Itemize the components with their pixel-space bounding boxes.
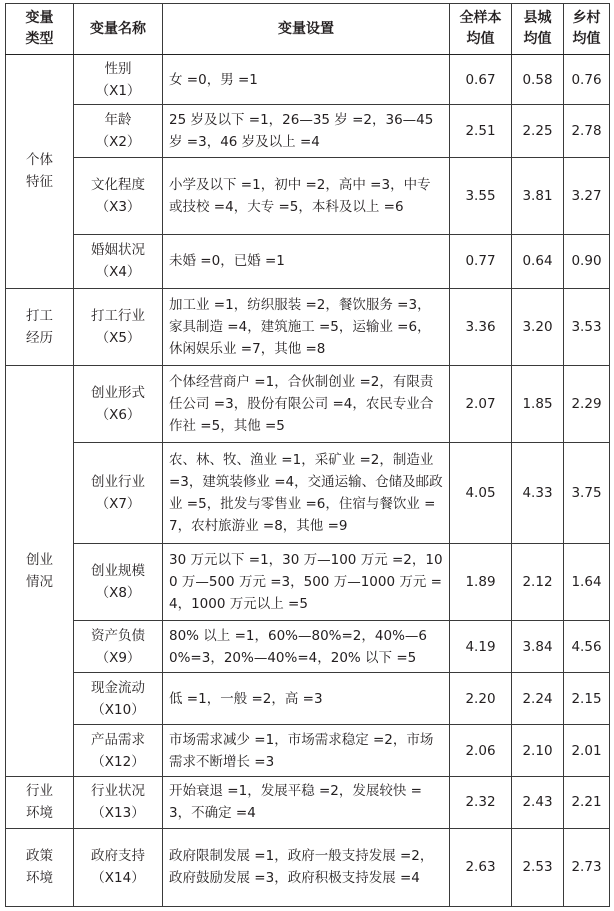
mean-county-cell: 0.64 [512,235,564,288]
mean-all-cell: 2.63 [450,828,512,906]
category-cell: 行业 环境 [6,776,74,828]
mean-rural-cell: 0.76 [564,55,610,105]
variable-name-cell: 资产负债 （X9） [74,621,163,673]
variable-name-cell: 创业行业 （X7） [74,442,163,543]
header-all-mean: 全样本 均值 [450,4,512,55]
mean-rural-cell: 2.21 [564,776,610,828]
variable-setting-cell: 农、林、牧、渔业 =1，采矿业 =2，制造业 =3，建筑装修业 =4，交通运输、仓储及邮政业 =5，批发与零售业 =6，住宿与餐饮业 =7，农村旅游业 =8，其他 =9 [163,442,450,543]
variable-name-cell: 文化程度 （X3） [74,158,163,235]
mean-all-cell: 1.89 [450,544,512,621]
table-row [6,55,610,105]
category-cell: 创业 情况 [6,365,74,776]
variable-setting-cell: 市场需求减少 =1，市场需求稳定 =2，市场需求不断增长 =3 [163,725,450,776]
mean-rural-cell: 2.15 [564,673,610,725]
variable-name-cell: 创业规模 （X8） [74,544,163,621]
variable-name-cell: 年龄 （X2） [74,105,163,158]
table-row [6,105,610,158]
mean-county-cell: 2.24 [512,673,564,725]
variable-setting-cell: 开始衰退 =1，发展平稳 =2，发展较快 =3，不确定 =4 [163,776,450,828]
table-row [6,544,610,621]
variable-setting-cell: 个体经营商户 =1，合伙制创业 =2，有限责任公司 =3，股份有限公司 =4，农民专业合作社 =5，其他 =5 [163,365,450,442]
header-category: 变量 类型 [6,4,74,55]
mean-all-cell: 4.19 [450,621,512,673]
table-row [6,288,610,365]
mean-rural-cell: 0.90 [564,235,610,288]
header-row [6,4,610,55]
mean-county-cell: 3.20 [512,288,564,365]
variable-name-cell: 现金流动 （X10） [74,673,163,725]
mean-rural-cell: 3.53 [564,288,610,365]
mean-all-cell: 2.07 [450,365,512,442]
mean-rural-cell: 2.78 [564,105,610,158]
variable-name-cell: 产品需求 （X12） [74,725,163,776]
category-cell: 打工 经历 [6,288,74,365]
header-name: 变量名称 [74,4,163,55]
header-setting: 变量设置 [163,4,450,55]
category-cell: 政策 环境 [6,828,74,906]
variable-setting-cell: 25 岁及以下 =1，26—35 岁 =2，36—45 岁 =3，46 岁及以上 =4 [163,105,450,158]
variable-setting-cell: 低 =1，一般 =2，高 =3 [163,673,450,725]
mean-rural-cell: 3.75 [564,442,610,543]
mean-rural-cell: 3.27 [564,158,610,235]
variable-setting-cell: 30 万元以下 =1，30 万—100 万元 =2，100 万—500 万元 =3，500 万—1000 万元 =4，1000 万元以上 =5 [163,544,450,621]
mean-rural-cell: 1.64 [564,544,610,621]
table-row [6,442,610,543]
table-row [6,828,610,906]
mean-county-cell: 2.12 [512,544,564,621]
header-county-mean: 县城 均值 [512,4,564,55]
table-row [6,776,610,828]
mean-county-cell: 2.43 [512,776,564,828]
table-row [6,235,610,288]
variable-name-cell: 性别 （X1） [74,55,163,105]
mean-county-cell: 2.25 [512,105,564,158]
mean-all-cell: 0.77 [450,235,512,288]
mean-rural-cell: 4.56 [564,621,610,673]
mean-county-cell: 4.33 [512,442,564,543]
mean-all-cell: 3.55 [450,158,512,235]
mean-all-cell: 2.51 [450,105,512,158]
table-row [6,621,610,673]
variable-setting-cell: 80% 以上 =1，60%—80%=2，40%—60%=3，20%—40%=4，20% 以下 =5 [163,621,450,673]
variable-name-cell: 行业状况 （X13） [74,776,163,828]
category-cell: 个体 特征 [6,55,74,289]
mean-county-cell: 2.53 [512,828,564,906]
variable-name-cell: 政府支持 （X14） [74,828,163,906]
variable-setting-cell: 女 =0，男 =1 [163,55,450,105]
mean-rural-cell: 2.73 [564,828,610,906]
mean-rural-cell: 2.29 [564,365,610,442]
mean-county-cell: 0.58 [512,55,564,105]
variable-name-cell: 打工行业 （X5） [74,288,163,365]
variables-table [5,3,610,907]
table-row [6,725,610,776]
mean-all-cell: 0.67 [450,55,512,105]
variable-setting-cell: 未婚 =0，已婚 =1 [163,235,450,288]
mean-county-cell: 3.81 [512,158,564,235]
mean-all-cell: 3.36 [450,288,512,365]
mean-all-cell: 4.05 [450,442,512,543]
table-row [6,673,610,725]
mean-rural-cell: 2.01 [564,725,610,776]
mean-county-cell: 1.85 [512,365,564,442]
variable-name-cell: 创业形式 （X6） [74,365,163,442]
table-row [6,365,610,442]
mean-all-cell: 2.06 [450,725,512,776]
mean-county-cell: 3.84 [512,621,564,673]
mean-all-cell: 2.32 [450,776,512,828]
mean-county-cell: 2.10 [512,725,564,776]
variable-setting-cell: 政府限制发展 =1，政府一般支持发展 =2，政府鼓励发展 =3，政府积极支持发展 =4 [163,828,450,906]
variable-name-cell: 婚姻状况 （X4） [74,235,163,288]
table-row [6,158,610,235]
variable-setting-cell: 小学及以下 =1，初中 =2，高中 =3，中专或技校 =4，大专 =5，本科及以上 =6 [163,158,450,235]
mean-all-cell: 2.20 [450,673,512,725]
header-rural-mean: 乡村 均值 [564,4,610,55]
variable-setting-cell: 加工业 =1，纺织服装 =2，餐饮服务 =3，家具制造 =4，建筑施工 =5，运输业 =6，休闲娱乐业 =7，其他 =8 [163,288,450,365]
